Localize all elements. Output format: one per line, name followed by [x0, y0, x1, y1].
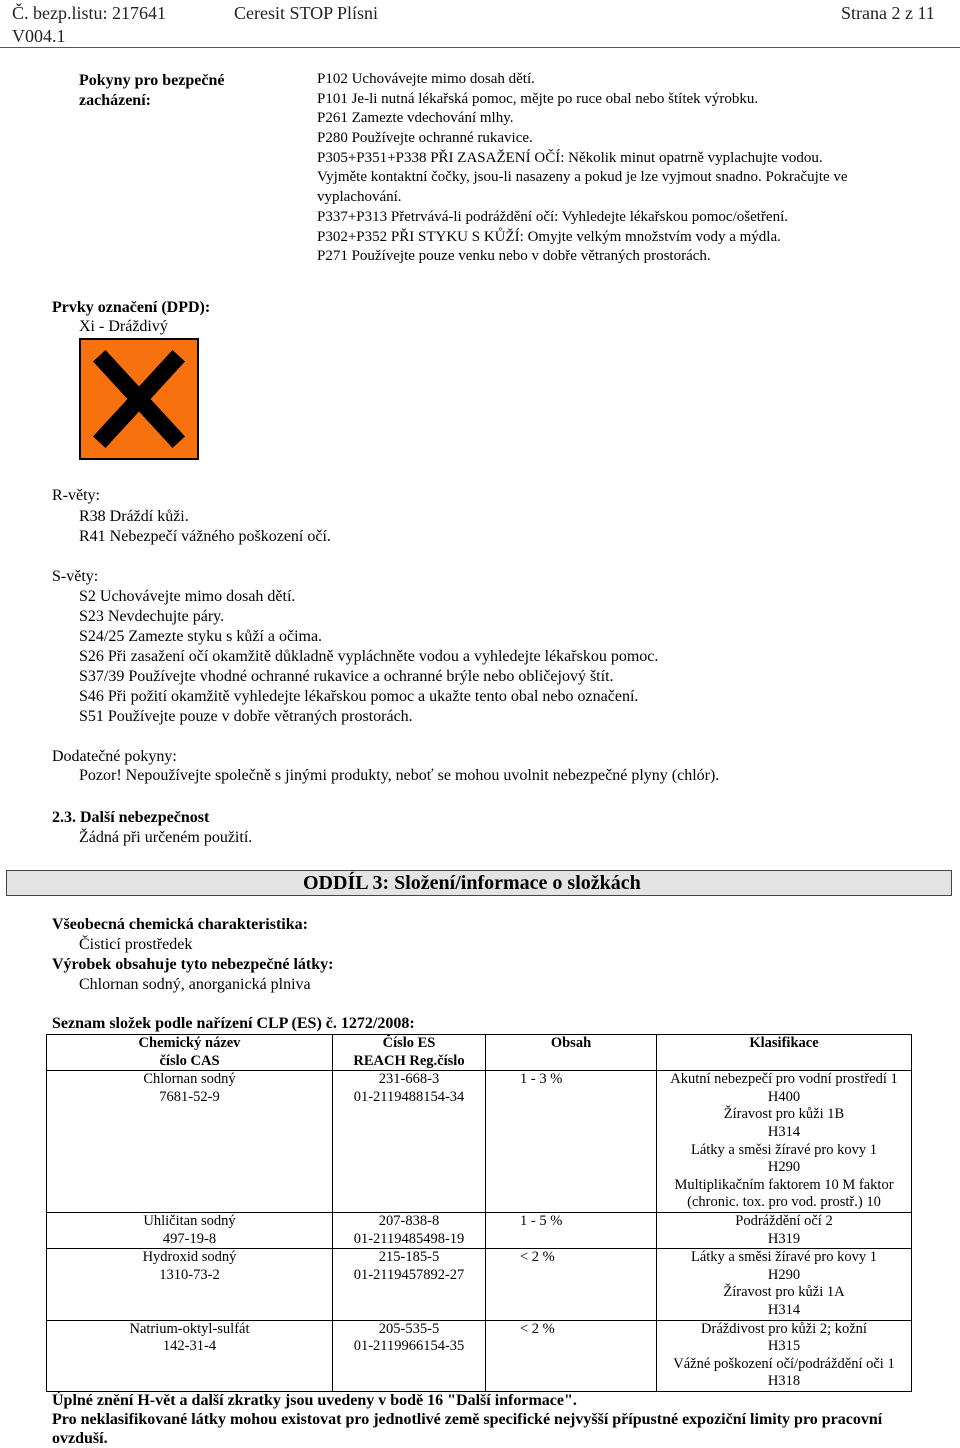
dpd-symbol-label: Xi - Dráždivý: [79, 318, 168, 335]
es-number: 207-838-8: [378, 1212, 440, 1229]
composition-table: [46, 1034, 912, 1392]
other-hazards-title: 2.3. Další nebezpečnost: [52, 809, 210, 826]
class-line: Látky a směsi žíravé pro kovy 1: [690, 1141, 878, 1158]
s-phrases-title: S-věty:: [52, 568, 99, 585]
list-item: S2 Uchovávejte mimo dosah dětí.: [79, 588, 296, 605]
cell-name: [47, 1071, 333, 1213]
r-phrases-list: [79, 507, 331, 547]
list-item: S24/25 Zamezte styku s kůží a očima.: [79, 628, 323, 645]
header-name: [47, 1035, 333, 1071]
class-line: H314: [767, 1123, 801, 1140]
dpd-title: Prvky označení (DPD):: [52, 299, 211, 316]
list-item: P337+P313 Přetrvává-li podráždění očí: Vyhledejte lékařskou pomoc/ošetření.: [317, 208, 788, 225]
clp-table-title: Seznam složek podle nařízení CLP (ES) č. 1272/2008:: [52, 1015, 415, 1032]
other-hazards-text: Žádná při určeném použití.: [79, 829, 253, 846]
header-text: Chemický název: [138, 1035, 241, 1051]
contains-text: Chlornan sodný, anorganická plniva: [79, 976, 311, 993]
cell-es: [333, 1071, 486, 1213]
substance-name: Chlornan sodný: [143, 1071, 236, 1088]
product-name: Ceresit STOP Plísni: [234, 3, 379, 23]
cell-content: [486, 1212, 657, 1248]
list-item: P271 Používejte pouze venku nebo v dobře větraných prostorách.: [317, 248, 711, 265]
class-line: (chronic. tox. pro vod. prostř.) 10: [687, 1194, 881, 1211]
irritant-x-icon: [79, 338, 199, 460]
list-item: S26 Při zasažení očí okamžitě důkladně vypláchněte vodou a vyhledejte lékařskou pomoc.: [79, 648, 659, 665]
cell-name: [47, 1249, 333, 1320]
es-number: 231-668-3: [378, 1071, 440, 1088]
cell-classification: [657, 1071, 912, 1213]
table-row: [47, 1212, 912, 1248]
class-line: Látky a směsi žíravé pro kovy 1: [690, 1249, 878, 1266]
handling-label-line: zacházení:: [79, 92, 151, 109]
reach-number: 01-2119966154-35: [353, 1338, 465, 1355]
header-classification: [657, 1035, 912, 1071]
class-line: H319: [767, 1230, 801, 1247]
class-line: H290: [767, 1159, 801, 1176]
cell-es: [333, 1249, 486, 1320]
list-item: S46 Při požití okamžitě vyhledejte lékařskou pomoc a ukažte tento obal nebo označení.: [79, 688, 639, 705]
class-line: Multiplikačním faktorem 10 M faktor: [674, 1176, 894, 1193]
header-text: Klasifikace: [749, 1035, 819, 1051]
cell-content: [486, 1249, 657, 1320]
list-item: P305+P351+P338 PŘI ZASAŽENÍ OČÍ: Několik minut opatrně vyplachujte vodou.: [317, 149, 823, 166]
reach-number: 01-2119485498-19: [353, 1230, 465, 1247]
class-line: Dráždivost pro kůži 2; kožní: [701, 1320, 867, 1337]
header-text: číslo CAS: [159, 1052, 220, 1069]
header-text: REACH Reg.číslo: [353, 1052, 465, 1069]
class-line: H318: [767, 1373, 801, 1390]
es-number: 215-185-5: [378, 1249, 440, 1266]
substance-name: Hydroxid sodný: [142, 1249, 237, 1266]
header-content: [486, 1035, 657, 1071]
list-item: Vyjměte kontaktní čočky, jsou-li nasazeny a pokud je lze vyjmout snadno. Pokračujte ve: [317, 169, 848, 186]
header-divider: [0, 47, 960, 48]
class-line: Podráždění očí 2: [735, 1212, 833, 1229]
footnote-limits: Pro neklasifikované látky mohou existovat pro jednotlivé země specifické nejvyšší přípustné expoziční limity pro pracovní: [52, 1411, 883, 1428]
list-item: R41 Nebezpečí vážného poškození očí.: [79, 528, 331, 545]
cell-name: [47, 1212, 333, 1248]
footnote-limits-cont: ovzduší.: [52, 1430, 108, 1447]
additional-text: Pozor! Nepoužívejte společně s jinými produkty, neboť se mohou uvolnit nebezpečné plyny (chlór).: [79, 767, 720, 784]
table-row: [47, 1071, 912, 1213]
cas-number: 1310-73-2: [159, 1266, 220, 1283]
content-value: < 2 %: [520, 1320, 555, 1337]
handling-label: [79, 71, 224, 111]
list-item: R38 Dráždí kůži.: [79, 508, 189, 525]
list-item: P280 Používejte ochranné rukavice.: [317, 130, 533, 147]
cell-content: [486, 1320, 657, 1391]
class-line: Vážné poškození očí/podráždění oči 1: [673, 1355, 895, 1372]
list-item: P302+P352 PŘI STYKU S KŮŽÍ: Omyjte velkým množstvím vody a mýdla.: [317, 228, 781, 245]
header-text: Obsah: [550, 1035, 592, 1051]
list-item: S37/39 Používejte vhodné ochranné rukavice a ochranné brýle nebo obličejový štít.: [79, 668, 614, 685]
class-line: H400: [767, 1088, 801, 1105]
cell-es: [333, 1212, 486, 1248]
list-item: P102 Uchovávejte mimo dosah dětí.: [317, 71, 535, 87]
reach-number: 01-2119488154-34: [353, 1088, 465, 1105]
class-line: H315: [767, 1338, 801, 1355]
page-number: Strana 2 z 11: [841, 3, 935, 23]
list-item: P101 Je-li nutná lékařská pomoc, mějte po ruce obal nebo štítek výrobku.: [317, 90, 759, 107]
header-es: [333, 1035, 486, 1071]
list-item: S23 Nevdechujte páry.: [79, 608, 225, 625]
cell-classification: [657, 1249, 912, 1320]
chem-char-title: Všeobecná chemická charakteristika:: [52, 916, 308, 933]
cell-name: [47, 1320, 333, 1391]
list-item: S51 Používejte pouze v dobře větraných prostorách.: [79, 708, 413, 725]
table-row: [47, 1320, 912, 1391]
chem-char-text: Čisticí prostředek: [79, 936, 193, 953]
class-line: H290: [767, 1266, 801, 1283]
cell-es: [333, 1320, 486, 1391]
es-number: 205-535-5: [378, 1320, 440, 1337]
cas-number: 7681-52-9: [159, 1088, 220, 1105]
class-line: Akutní nebezpečí pro vodní prostředí 1: [670, 1071, 898, 1088]
additional-title: Dodatečné pokyny:: [52, 748, 177, 765]
class-line: Žíravost pro kůži 1A: [723, 1284, 845, 1301]
footnote-h-phrases: Úplné znění H-vět a další zkratky jsou uvedeny v bodě 16 "Další informace".: [52, 1392, 577, 1409]
cell-content: [486, 1071, 657, 1213]
sheet-number: Č. bezp.listu: 217641: [12, 3, 166, 23]
section-3-title: ODDÍL 3: Složení/informace o složkách: [303, 872, 641, 894]
cell-classification: [657, 1212, 912, 1248]
handling-label-line: Pokyny pro bezpečné: [79, 72, 225, 89]
handling-list: [317, 70, 848, 267]
version: V004.1: [12, 26, 66, 46]
substance-name: Natrium-oktyl-sulfát: [129, 1320, 250, 1337]
content-value: 1 - 3 %: [520, 1071, 563, 1088]
r-phrases-title: R-věty:: [52, 487, 100, 504]
class-line: H314: [767, 1301, 801, 1318]
table-row: [47, 1249, 912, 1320]
cas-number: 142-31-4: [162, 1338, 217, 1355]
header-text: Číslo ES: [382, 1035, 436, 1051]
reach-number: 01-2119457892-27: [353, 1266, 465, 1283]
class-line: Žíravost pro kůži 1B: [723, 1106, 845, 1123]
list-item: P261 Zamezte vdechování mlhy.: [317, 110, 514, 127]
section-3-header: [6, 870, 952, 896]
content-value: 1 - 5 %: [520, 1212, 563, 1229]
content-value: < 2 %: [520, 1249, 555, 1266]
contains-title: Výrobek obsahuje tyto nebezpečné látky:: [52, 956, 334, 973]
cas-number: 497-19-8: [162, 1230, 217, 1247]
substance-name: Uhličitan sodný: [143, 1212, 236, 1229]
s-phrases-list: [79, 587, 658, 727]
list-item: vyplachování.: [317, 189, 402, 206]
cell-classification: [657, 1320, 912, 1391]
table-header-row: [47, 1035, 912, 1071]
